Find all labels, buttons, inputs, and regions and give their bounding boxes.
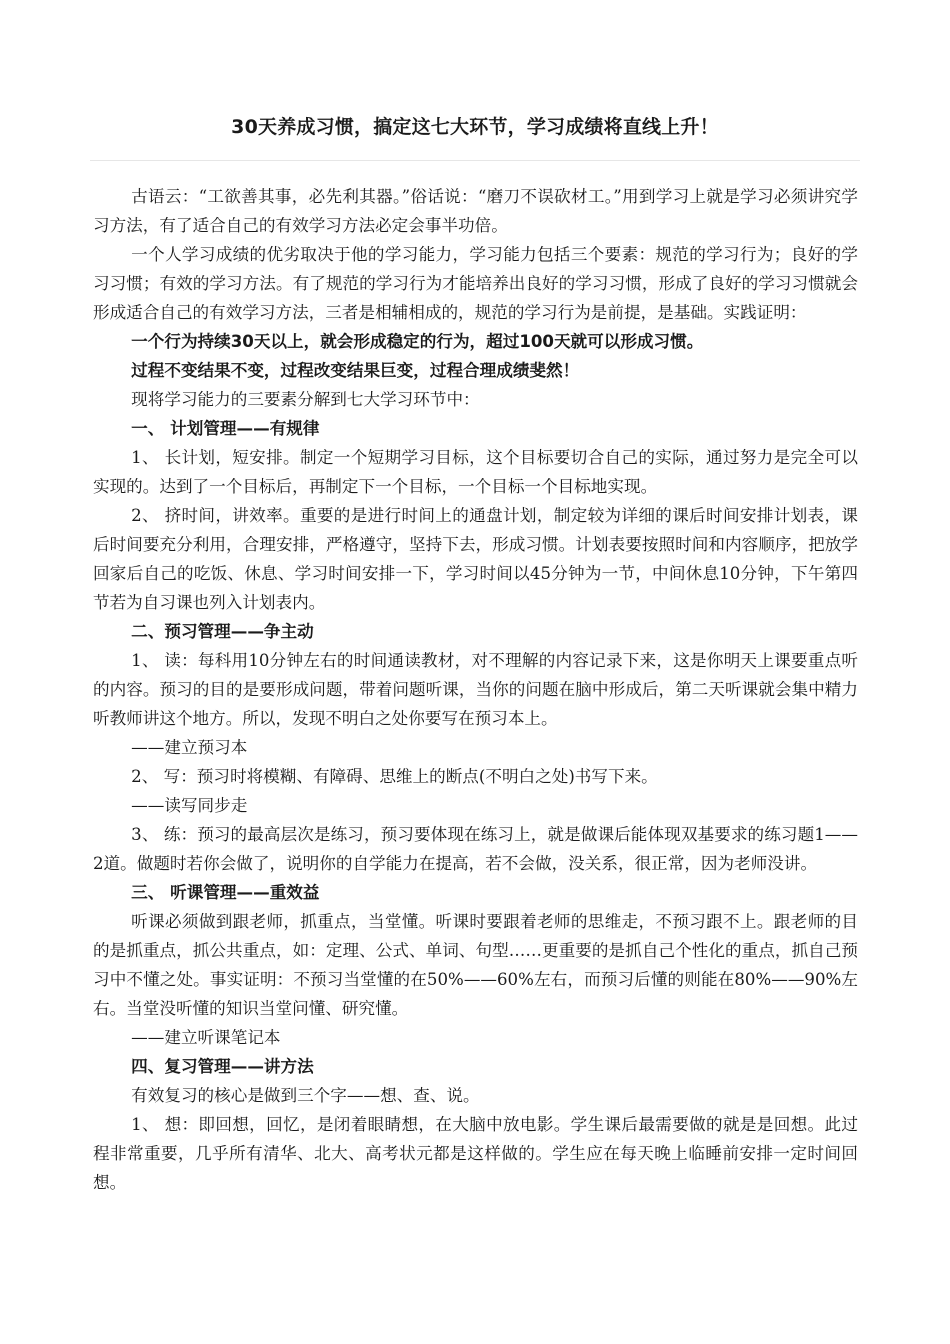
paragraph-plan-1: 1、 长计划，短安排。制定一个短期学习目标，这个目标要切合自己的实际，通过努力是完全可以实现的。达到了一个目标后，再制定下一个目标，一个目标一个目标地实现。 (93, 448, 858, 496)
heading-preview: 二、预习管理——争主动 (131, 622, 314, 641)
paragraph-seven-links: 现将学习能力的三要素分解到七大学习环节中： (131, 390, 480, 409)
paragraph-process: 过程不变结果不变，过程改变结果巨变，过程合理成绩斐然！ (131, 361, 580, 380)
note-preview-book: ——建立预习本 (131, 738, 248, 757)
heading-review: 四、复习管理——讲方法 (131, 1057, 314, 1076)
paragraph-ability: 一个人学习成绩的优劣取决于他的学习能力，学习能力包括三个要素：规范的学习行为；良好的学习习惯；有效的学习方法。有了规范的学习行为才能培养出良好的学习习惯，形成了良好的学习习惯就会形成适合自己的有效学习方法，三者是相辅相成的，规范的学习行为是前提，是基础。实践证明： (93, 245, 858, 322)
title-divider (90, 160, 860, 161)
paragraph-intro: 古语云：“工欲善其事，必先利其器。”俗话说：“磨刀不误砍材工。”用到学习上就是学习必须讲究学习方法，有了适合自己的有效学习方法必定会事半功倍。 (93, 187, 858, 235)
note-read-write: ——读写同步走 (131, 796, 248, 815)
heading-listening: 三、 听课管理——重效益 (131, 883, 320, 902)
paragraph-plan-2: 2、 挤时间，讲效率。重要的是进行时间上的通盘计划，制定较为详细的课后时间安排计划表，课后时间要充分利用，合理安排，严格遵守，坚持下去，形成习惯。计划表要按照时间和内容顺序，把放学回家后自己的吃饭、休息、学习时间安排一下，学习时间以45分钟为一节，中间休息10分钟，下午第四节若为自习课也列入计划表内。 (93, 506, 858, 612)
paragraph-listening: 听课必须做到跟老师，抓重点，当堂懂。听课时要跟着老师的思维走，不预习跟不上。跟老师的目的是抓重点，抓公共重点，如：定理、公式、单词、句型……更重要的是抓自己个性化的重点，抓自己预习中不懂之处。事实证明：不预习当堂懂的在50%——60%左右，而预习后懂的则能在80%——90%左右。当堂没听懂的知识当堂问懂、研究懂。 (93, 912, 858, 1018)
note-notebook: ——建立听课笔记本 (131, 1028, 281, 1047)
document-body (93, 182, 858, 1197)
heading-plan: 一、 计划管理——有规律 (131, 419, 320, 438)
paragraph-review-core: 有效复习的核心是做到三个字——想、查、说。 (131, 1086, 480, 1105)
document-title: 30天养成习惯，搞定这七大环节，学习成绩将直线上升！ (231, 116, 719, 138)
paragraph-preview-2: 2、 写：预习时将模糊、有障碍、思维上的断点(不明白之处)书写下来。 (131, 767, 658, 786)
paragraph-30-days: 一个行为持续30天以上，就会形成稳定的行为，超过100天就可以形成习惯。 (131, 332, 704, 351)
paragraph-preview-3: 3、 练：预习的最高层次是练习，预习要体现在练习上，就是做课后能体现双基要求的练习题1——2道。做题时若你会做了，说明你的自学能力在提高，若不会做，没关系，很正常，因为老师没讲。 (93, 825, 858, 873)
paragraph-preview-1: 1、 读：每科用10分钟左右的时间通读教材，对不理解的内容记录下来，这是你明天上课要重点听的内容。预习的目的是要形成问题，带着问题听课，当你的问题在脑中形成后，第二天听课就会集中精力听教师讲这个地方。所以，发现不明白之处你要写在预习本上。 (93, 651, 858, 728)
paragraph-review-1: 1、 想：即回想，回忆，是闭着眼睛想，在大脑中放电影。学生课后最需要做的就是是回想。此过程非常重要，几乎所有清华、北大、高考状元都是这样做的。学生应在每天晚上临睡前安排一定时间回想。 (93, 1115, 858, 1192)
